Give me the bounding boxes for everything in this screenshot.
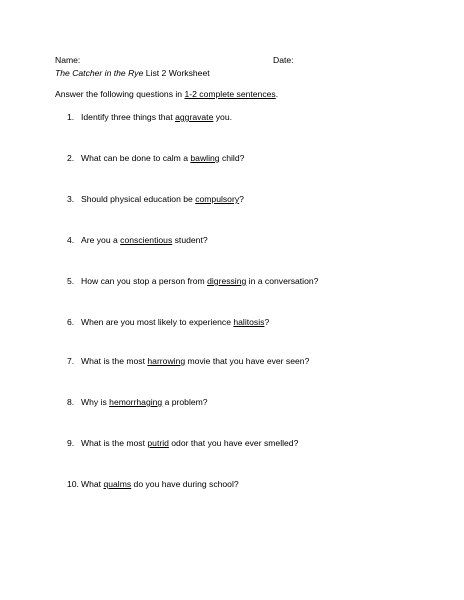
question-text: Why is [81,397,110,407]
question-10 [67,479,239,490]
instructions [55,89,278,100]
question-number: 8. [67,397,75,407]
question-2 [67,153,244,164]
book-title: The Catcher in the Rye [55,68,144,78]
question-text-end: ? [239,194,244,204]
question-text: What [81,479,104,489]
question-number: 9. [67,438,75,448]
question-text-end: movie that you have ever seen? [185,356,310,366]
question-text-end: a problem? [162,397,208,407]
question-number: 1. [67,112,75,122]
vocab-word: halitosis [233,317,265,327]
date-label: Date: [273,55,294,65]
question-text-end: in a conversation? [246,276,319,286]
question-number: 4. [67,235,75,245]
vocab-word: compulsory [195,194,240,204]
instructions-end: . [275,89,279,99]
question-number: 10. [67,479,79,489]
question-text: Are you a [81,235,121,245]
question-text-end: odor that you have ever smelled? [168,438,299,448]
vocab-word: bawling [190,153,220,163]
question-1 [67,112,232,123]
vocab-word: aggravate [175,112,214,122]
question-text-end: ? [264,317,270,327]
worksheet-title [55,68,210,79]
question-number: 2. [67,153,75,163]
question-4 [67,235,208,246]
vocab-word: digressing [207,276,247,286]
question-text-end: child? [219,153,245,163]
question-text: Should physical education be [81,194,196,204]
question-text-end: student? [172,235,208,245]
vocab-word: hemorrhaging [109,397,163,407]
question-number: 7. [67,356,75,366]
question-6 [67,317,269,328]
instructions-underlined: 1-2 complete sentences [184,89,276,99]
name-label: Name: [55,55,81,65]
vocab-word: qualms [103,479,132,489]
question-text: When are you most likely to experience [81,317,234,327]
question-text: What can be done to calm a [81,153,191,163]
worksheet-title-rest: List 2 Worksheet [143,68,210,78]
question-7 [67,356,309,367]
vocab-word: conscientious [120,235,173,245]
question-5 [67,276,318,287]
question-3 [67,194,244,205]
vocab-word: harrowing [147,356,186,366]
question-text: What is the most [81,438,148,448]
question-9 [67,438,298,449]
question-text: How can you stop a person from [81,276,208,286]
question-number: 6. [67,317,75,327]
question-text-end: you. [213,112,232,122]
question-8 [67,397,208,408]
question-text: What is the most [81,356,148,366]
question-text-end: do you have during school? [131,479,239,489]
question-number: 3. [67,194,75,204]
vocab-word: putrid [147,438,169,448]
instructions-text: Answer the following questions in [55,89,185,99]
question-text: Identify three things that [81,112,176,122]
question-number: 5. [67,276,75,286]
